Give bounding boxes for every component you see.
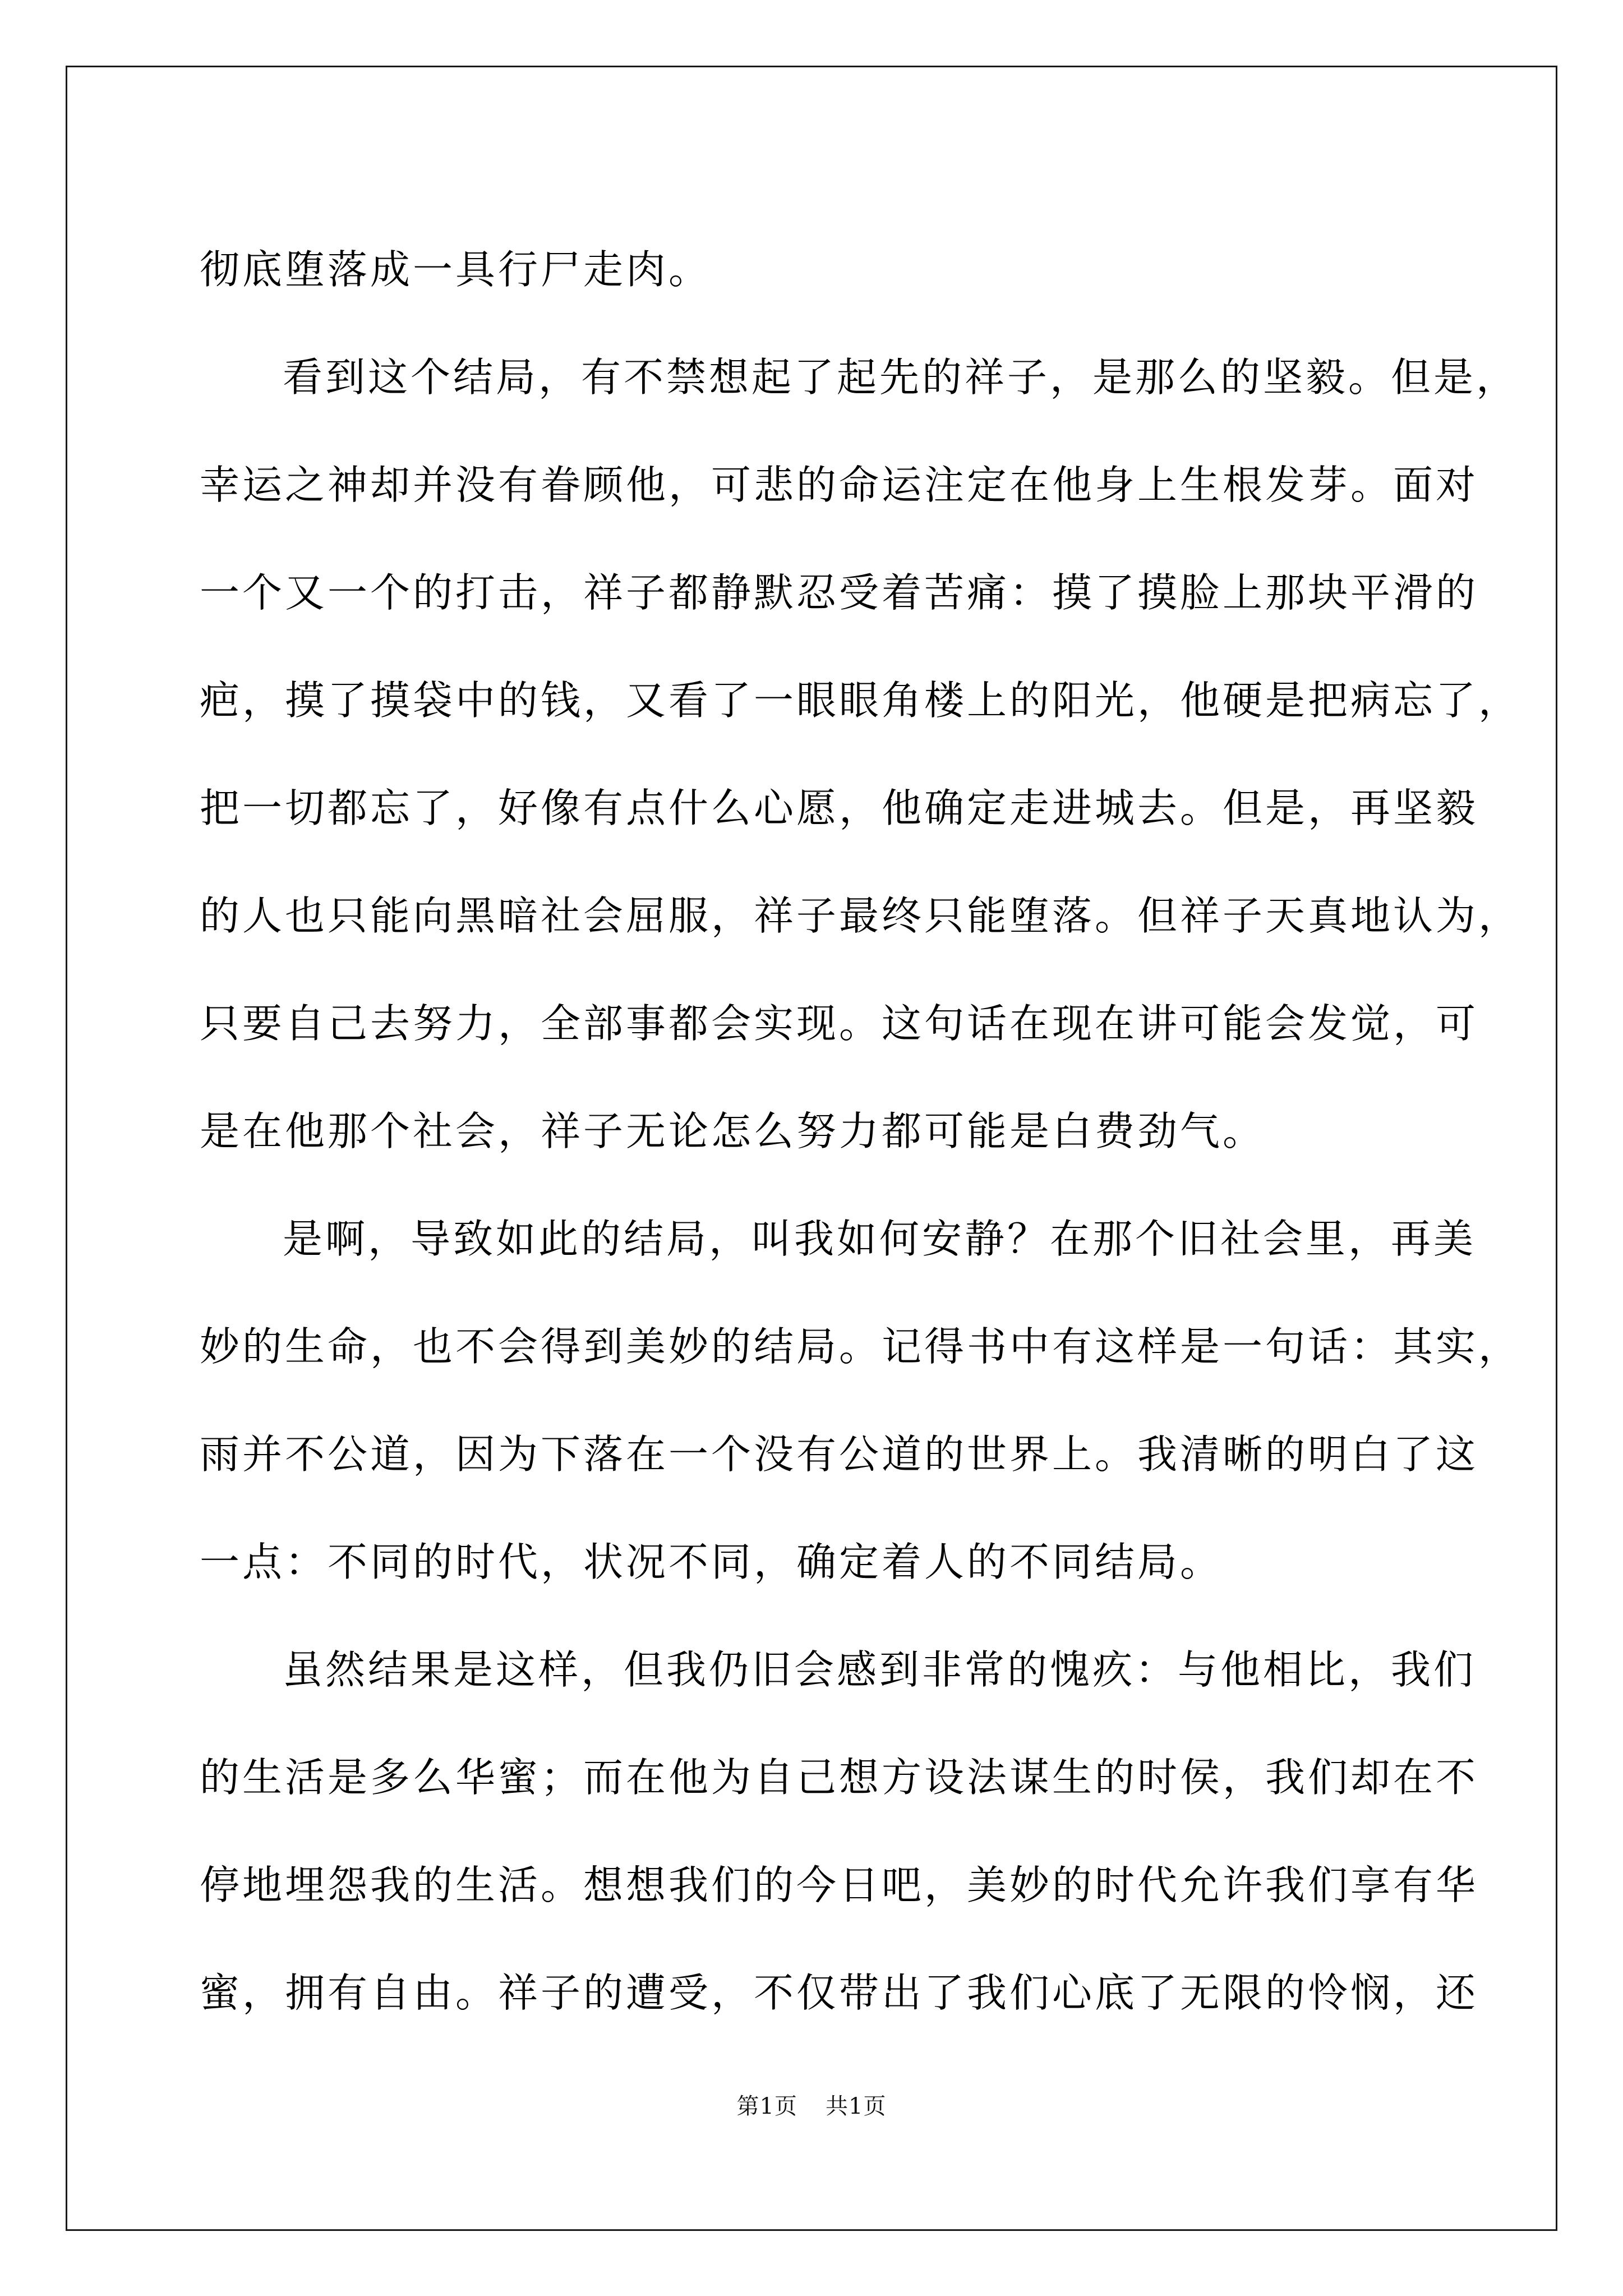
text-line: 彻底堕落成一具行尸走肉。 [200, 246, 712, 293]
text-line: 看到这个结局，有不禁想起了起先的祥子，是那么的坚毅。但是， [283, 354, 1519, 401]
text-line: 是在他那个社会，祥子无论怎么努力都可能是白费劲气。 [200, 1108, 1266, 1154]
text-line: 把一切都忘了，好像有点什么心愿，他确定走进城去。但是，再坚毅 [200, 785, 1479, 831]
text-line: 蜜，拥有自由。祥子的遭受，不仅带出了我们心底了无限的怜悯，还 [200, 1970, 1479, 2016]
text-line: 妙的生命，也不会得到美妙的结局。记得书中有这样是一句话：其实， [200, 1323, 1521, 1370]
text-line: 雨并不公道，因为下落在一个没有公道的世界上。我清晰的明白了这 [200, 1431, 1479, 1478]
text-line: 的生活是多么华蜜；而在他为自己想方设法谋生的时侯，我们却在不 [200, 1754, 1479, 1801]
text-line: 的人也只能向黑暗社会屈服，祥子最终只能堕落。但祥子天真地认为， [200, 892, 1521, 939]
text-line: 一个又一个的打击，祥子都静默忍受着苦痛：摸了摸脸上那块平滑的 [200, 569, 1479, 616]
text-line: 虽然结果是这样，但我仍旧会感到非常的愧疚：与他相比，我们 [283, 1646, 1477, 1693]
text-line: 只要自己去努力，全部事都会实现。这句话在现在讲可能会发觉，可 [200, 1000, 1479, 1047]
document-body [200, 216, 1521, 2047]
text-line: 是啊，导致如此的结局，叫我如何安静？在那个旧社会里，再美 [283, 1216, 1477, 1262]
page-number: 第1页 [736, 2093, 797, 2119]
page-total: 共1页 [826, 2093, 887, 2119]
text-line: 幸运之神却并没有眷顾他，可悲的命运注定在他身上生根发芽。面对 [200, 462, 1479, 508]
text-line: 一点：不同的时代，状况不同，确定着人的不同结局。 [200, 1539, 1223, 1585]
text-line: 疤，摸了摸袋中的钱，又看了一眼眼角楼上的阳光，他硬是把病忘了， [200, 677, 1521, 724]
text-line: 停地埋怨我的生活。想想我们的今日吧，美妙的时代允许我们享有华 [200, 1862, 1479, 1908]
page-footer [0, 2088, 1623, 2120]
